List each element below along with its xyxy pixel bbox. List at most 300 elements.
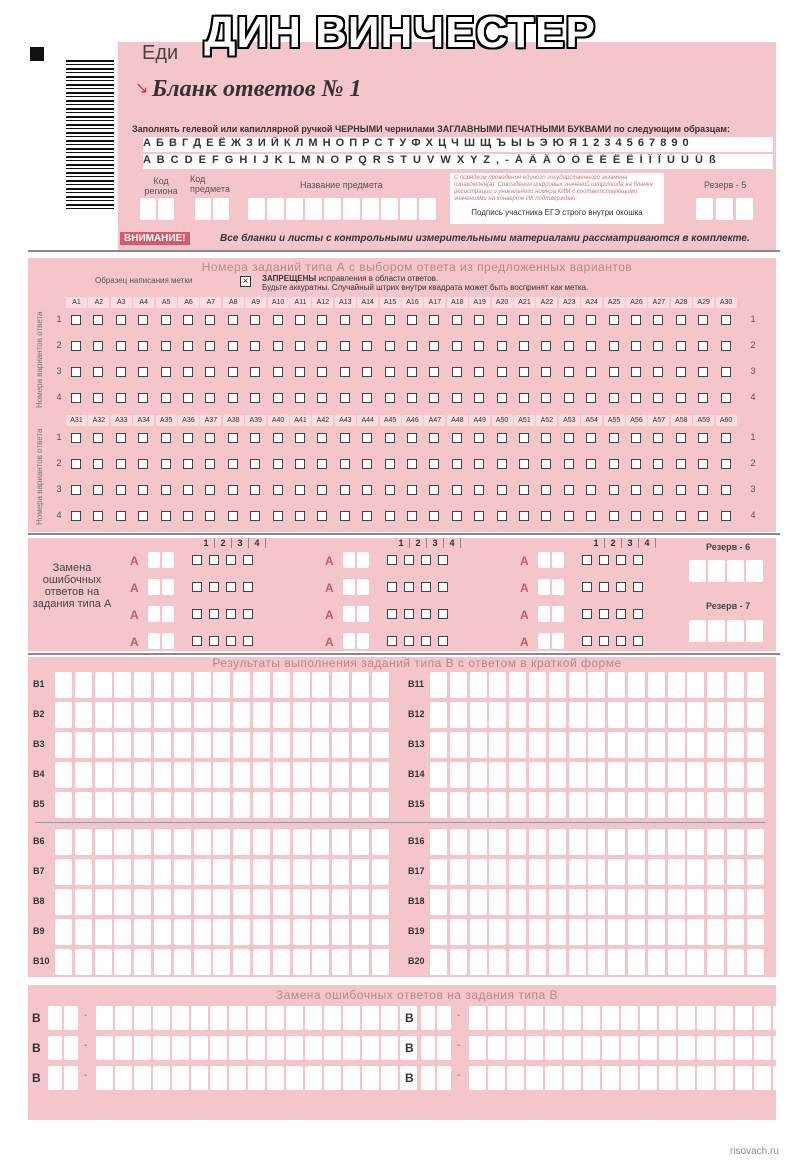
answer-checkbox[interactable] xyxy=(205,511,215,521)
replace-b-answer-cell[interactable] xyxy=(362,1006,379,1030)
subject-name-cell[interactable] xyxy=(324,198,341,220)
answer-checkbox[interactable] xyxy=(474,367,484,377)
reserve6-cell[interactable] xyxy=(689,560,706,582)
replace-b-answer-cell[interactable] xyxy=(115,1006,132,1030)
answer-checkbox[interactable] xyxy=(228,485,238,495)
task-number-cell[interactable] xyxy=(343,633,355,649)
answer-checkbox[interactable] xyxy=(407,315,417,325)
b-answer-cell[interactable] xyxy=(450,859,467,885)
b-answer-cell[interactable] xyxy=(747,732,764,758)
replace-checkbox[interactable] xyxy=(243,555,253,565)
b-answer-cell[interactable] xyxy=(273,732,290,758)
b-answer-cell[interactable] xyxy=(450,889,467,915)
b-answer-cell[interactable] xyxy=(293,949,310,975)
answer-checkbox[interactable] xyxy=(497,433,507,443)
b-answer-cell[interactable] xyxy=(628,672,645,698)
b-answer-cell[interactable] xyxy=(529,762,546,788)
b-answer-cell[interactable] xyxy=(332,672,349,698)
b-answer-cell[interactable] xyxy=(450,732,467,758)
answer-checkbox[interactable] xyxy=(474,393,484,403)
b-answer-cell[interactable] xyxy=(372,762,389,788)
b-answer-cell[interactable] xyxy=(608,702,625,728)
answer-checkbox[interactable] xyxy=(653,393,663,403)
answer-checkbox[interactable] xyxy=(698,511,708,521)
b-answer-cell[interactable] xyxy=(134,949,151,975)
answer-checkbox[interactable] xyxy=(429,485,439,495)
replace-b-answer-cell[interactable] xyxy=(362,1066,379,1090)
b-answer-cell[interactable] xyxy=(55,919,72,945)
b-answer-cell[interactable] xyxy=(55,889,72,915)
answer-checkbox[interactable] xyxy=(183,485,193,495)
replace-b-answer-cell[interactable] xyxy=(488,1006,505,1030)
replace-b-answer-cell[interactable] xyxy=(134,1066,151,1090)
b-answer-cell[interactable] xyxy=(588,672,605,698)
b-answer-cell[interactable] xyxy=(569,792,586,818)
answer-checkbox[interactable] xyxy=(676,315,686,325)
reserve6-cell[interactable] xyxy=(708,560,725,582)
b-answer-cell[interactable] xyxy=(154,672,171,698)
answer-checkbox[interactable] xyxy=(698,315,708,325)
b-answer-cell[interactable] xyxy=(529,702,546,728)
replace-b-answer-cell[interactable] xyxy=(488,1036,505,1060)
b-answer-cell[interactable] xyxy=(470,792,487,818)
b-answer-cell[interactable] xyxy=(293,919,310,945)
task-number-cell[interactable] xyxy=(162,633,174,649)
b-answer-cell[interactable] xyxy=(75,762,92,788)
answer-checkbox[interactable] xyxy=(161,485,171,495)
replace-b-answer-cell[interactable] xyxy=(210,1036,227,1060)
answer-checkbox[interactable] xyxy=(183,433,193,443)
answer-checkbox[interactable] xyxy=(71,433,81,443)
replace-b-answer-cell[interactable] xyxy=(697,1066,714,1090)
answer-checkbox[interactable] xyxy=(676,393,686,403)
answer-checkbox[interactable] xyxy=(676,433,686,443)
b-answer-cell[interactable] xyxy=(430,919,447,945)
answer-checkbox[interactable] xyxy=(541,315,551,325)
replace-b-answer-cell[interactable] xyxy=(469,1036,486,1060)
b-answer-cell[interactable] xyxy=(668,762,685,788)
b-answer-cell[interactable] xyxy=(273,792,290,818)
b-answer-cell[interactable] xyxy=(470,829,487,855)
replace-b-answer-cell[interactable] xyxy=(115,1066,132,1090)
b-answer-cell[interactable] xyxy=(352,702,369,728)
replace-checkbox[interactable] xyxy=(226,555,236,565)
answer-checkbox[interactable] xyxy=(93,485,103,495)
task-number-cell[interactable] xyxy=(552,579,564,595)
b-answer-cell[interactable] xyxy=(95,889,112,915)
replace-b-answer-cell[interactable] xyxy=(469,1006,486,1030)
answer-checkbox[interactable] xyxy=(183,315,193,325)
b-answer-cell[interactable] xyxy=(134,792,151,818)
b-answer-cell[interactable] xyxy=(489,829,506,855)
b-answer-cell[interactable] xyxy=(668,672,685,698)
answer-checkbox[interactable] xyxy=(340,459,350,469)
answer-checkbox[interactable] xyxy=(474,433,484,443)
answer-checkbox[interactable] xyxy=(721,459,731,469)
task-number-cell[interactable] xyxy=(148,606,160,622)
answer-checkbox[interactable] xyxy=(519,341,529,351)
answer-checkbox[interactable] xyxy=(541,367,551,377)
answer-checkbox[interactable] xyxy=(429,433,439,443)
b-answer-cell[interactable] xyxy=(332,949,349,975)
replace-b-answer-cell[interactable] xyxy=(305,1066,322,1090)
b-answer-cell[interactable] xyxy=(114,919,131,945)
replace-b-answer-cell[interactable] xyxy=(267,1066,284,1090)
answer-checkbox[interactable] xyxy=(317,459,327,469)
answer-checkbox[interactable] xyxy=(340,315,350,325)
task-number-cell[interactable] xyxy=(357,579,369,595)
replace-b-answer-cell[interactable] xyxy=(324,1036,341,1060)
replace-b-answer-cell[interactable] xyxy=(526,1066,543,1090)
answer-checkbox[interactable] xyxy=(631,367,641,377)
b-answer-cell[interactable] xyxy=(372,702,389,728)
b-answer-cell[interactable] xyxy=(372,889,389,915)
replace-b-answer-cell[interactable] xyxy=(697,1006,714,1030)
b-answer-cell[interactable] xyxy=(174,762,191,788)
b-answer-cell[interactable] xyxy=(608,889,625,915)
b-answer-cell[interactable] xyxy=(233,672,250,698)
b-answer-cell[interactable] xyxy=(273,762,290,788)
answer-checkbox[interactable] xyxy=(519,511,529,521)
answer-checkbox[interactable] xyxy=(116,315,126,325)
b-answer-cell[interactable] xyxy=(194,702,211,728)
answer-checkbox[interactable] xyxy=(116,485,126,495)
task-number-cell[interactable] xyxy=(162,579,174,595)
answer-checkbox[interactable] xyxy=(609,341,619,351)
answer-checkbox[interactable] xyxy=(273,393,283,403)
task-number-cell[interactable] xyxy=(538,552,550,568)
task-number-cell[interactable] xyxy=(538,633,550,649)
answer-checkbox[interactable] xyxy=(698,433,708,443)
answer-checkbox[interactable] xyxy=(609,315,619,325)
answer-checkbox[interactable] xyxy=(138,341,148,351)
replace-checkbox[interactable] xyxy=(438,609,448,619)
replace-b-answer-cell[interactable] xyxy=(583,1006,600,1030)
b-answer-cell[interactable] xyxy=(352,889,369,915)
replace-b-answer-cell[interactable] xyxy=(564,1066,581,1090)
replace-checkbox[interactable] xyxy=(582,582,592,592)
b-answer-cell[interactable] xyxy=(549,672,566,698)
b-answer-cell[interactable] xyxy=(569,702,586,728)
task-number-cell[interactable] xyxy=(357,606,369,622)
answer-checkbox[interactable] xyxy=(71,315,81,325)
answer-checkbox[interactable] xyxy=(205,341,215,351)
replace-b-answer-cell[interactable] xyxy=(305,1006,322,1030)
replace-b-answer-cell[interactable] xyxy=(210,1066,227,1090)
region-cell[interactable] xyxy=(158,198,174,220)
b-answer-cell[interactable] xyxy=(253,919,270,945)
answer-checkbox[interactable] xyxy=(205,315,215,325)
b-answer-cell[interactable] xyxy=(668,732,685,758)
replace-checkbox[interactable] xyxy=(421,555,431,565)
b-answer-cell[interactable] xyxy=(569,889,586,915)
answer-checkbox[interactable] xyxy=(564,459,574,469)
b-answer-cell[interactable] xyxy=(529,889,546,915)
b-answer-cell[interactable] xyxy=(509,919,526,945)
replace-checkbox[interactable] xyxy=(387,555,397,565)
b-answer-cell[interactable] xyxy=(332,829,349,855)
subject-name-cell[interactable] xyxy=(286,198,303,220)
b-answer-cell[interactable] xyxy=(450,792,467,818)
b-answer-cell[interactable] xyxy=(727,732,744,758)
replace-checkbox[interactable] xyxy=(616,636,626,646)
b-answer-cell[interactable] xyxy=(134,672,151,698)
replace-checkbox[interactable] xyxy=(243,609,253,619)
b-answer-cell[interactable] xyxy=(312,919,329,945)
b-answer-cell[interactable] xyxy=(707,762,724,788)
answer-checkbox[interactable] xyxy=(474,459,484,469)
replace-b-answer-cell[interactable] xyxy=(191,1066,208,1090)
replace-b-answer-cell[interactable] xyxy=(640,1036,657,1060)
replace-checkbox[interactable] xyxy=(226,609,236,619)
b-answer-cell[interactable] xyxy=(747,889,764,915)
answer-checkbox[interactable] xyxy=(161,433,171,443)
replace-b-answer-cell[interactable] xyxy=(191,1036,208,1060)
b-answer-cell[interactable] xyxy=(569,829,586,855)
replace-checkbox[interactable] xyxy=(633,636,643,646)
subject-name-cell[interactable] xyxy=(419,198,436,220)
answer-checkbox[interactable] xyxy=(541,393,551,403)
answer-checkbox[interactable] xyxy=(273,315,283,325)
b-answer-cell[interactable] xyxy=(372,672,389,698)
answer-checkbox[interactable] xyxy=(116,511,126,521)
b-answer-cell[interactable] xyxy=(608,949,625,975)
b-answer-cell[interactable] xyxy=(489,919,506,945)
replace-checkbox[interactable] xyxy=(633,609,643,619)
answer-checkbox[interactable] xyxy=(586,315,596,325)
b-answer-cell[interactable] xyxy=(648,792,665,818)
answer-checkbox[interactable] xyxy=(676,511,686,521)
answer-checkbox[interactable] xyxy=(631,433,641,443)
b-answer-cell[interactable] xyxy=(134,762,151,788)
b-answer-cell[interactable] xyxy=(352,792,369,818)
answer-checkbox[interactable] xyxy=(295,485,305,495)
replace-b-answer-cell[interactable] xyxy=(229,1006,246,1030)
replace-b-answer-cell[interactable] xyxy=(526,1006,543,1030)
b-answer-cell[interactable] xyxy=(687,829,704,855)
replace-checkbox[interactable] xyxy=(438,582,448,592)
b-answer-cell[interactable] xyxy=(588,949,605,975)
answer-checkbox[interactable] xyxy=(564,433,574,443)
answer-checkbox[interactable] xyxy=(273,367,283,377)
replace-checkbox[interactable] xyxy=(387,582,397,592)
answer-checkbox[interactable] xyxy=(564,315,574,325)
b-answer-cell[interactable] xyxy=(687,919,704,945)
b-answer-cell[interactable] xyxy=(114,672,131,698)
b-answer-cell[interactable] xyxy=(213,889,230,915)
b-answer-cell[interactable] xyxy=(332,859,349,885)
b-answer-cell[interactable] xyxy=(55,702,72,728)
b-answer-cell[interactable] xyxy=(509,949,526,975)
answer-checkbox[interactable] xyxy=(317,341,327,351)
b-answer-cell[interactable] xyxy=(114,762,131,788)
b-answer-cell[interactable] xyxy=(273,702,290,728)
b-answer-cell[interactable] xyxy=(727,889,744,915)
b-answer-cell[interactable] xyxy=(727,919,744,945)
b-answer-cell[interactable] xyxy=(253,672,270,698)
replace-b-answer-cell[interactable] xyxy=(248,1006,265,1030)
answer-checkbox[interactable] xyxy=(586,459,596,469)
b-answer-cell[interactable] xyxy=(707,702,724,728)
answer-checkbox[interactable] xyxy=(317,393,327,403)
answer-checkbox[interactable] xyxy=(407,367,417,377)
answer-checkbox[interactable] xyxy=(228,393,238,403)
answer-checkbox[interactable] xyxy=(317,367,327,377)
b-answer-cell[interactable] xyxy=(293,732,310,758)
answer-checkbox[interactable] xyxy=(721,367,731,377)
answer-checkbox[interactable] xyxy=(362,511,372,521)
replace-b-answer-cell[interactable] xyxy=(153,1006,170,1030)
answer-checkbox[interactable] xyxy=(452,511,462,521)
b-answer-cell[interactable] xyxy=(648,829,665,855)
b-answer-cell[interactable] xyxy=(332,702,349,728)
answer-checkbox[interactable] xyxy=(205,485,215,495)
b-answer-cell[interactable] xyxy=(489,762,506,788)
answer-checkbox[interactable] xyxy=(116,367,126,377)
answer-checkbox[interactable] xyxy=(541,341,551,351)
b-answer-cell[interactable] xyxy=(352,732,369,758)
answer-checkbox[interactable] xyxy=(138,433,148,443)
answer-checkbox[interactable] xyxy=(138,459,148,469)
b-answer-cell[interactable] xyxy=(549,859,566,885)
b-answer-cell[interactable] xyxy=(628,829,645,855)
reserve7-cell[interactable] xyxy=(727,620,744,642)
b-answer-cell[interactable] xyxy=(450,672,467,698)
b-answer-cell[interactable] xyxy=(372,792,389,818)
answer-checkbox[interactable] xyxy=(429,459,439,469)
replace-b-answer-cell[interactable] xyxy=(545,1036,562,1060)
answer-checkbox[interactable] xyxy=(183,459,193,469)
b-answer-cell[interactable] xyxy=(154,829,171,855)
answer-checkbox[interactable] xyxy=(228,315,238,325)
b-answer-cell[interactable] xyxy=(293,762,310,788)
answer-checkbox[interactable] xyxy=(564,341,574,351)
b-answer-cell[interactable] xyxy=(707,829,724,855)
b-answer-cell[interactable] xyxy=(529,859,546,885)
b-answer-cell[interactable] xyxy=(174,702,191,728)
b-answer-cell[interactable] xyxy=(253,702,270,728)
answer-checkbox[interactable] xyxy=(452,367,462,377)
answer-checkbox[interactable] xyxy=(407,341,417,351)
b-answer-cell[interactable] xyxy=(747,702,764,728)
b-answer-cell[interactable] xyxy=(55,792,72,818)
replace-b-answer-cell[interactable] xyxy=(267,1036,284,1060)
b-answer-cell[interactable] xyxy=(174,919,191,945)
b-answer-cell[interactable] xyxy=(569,859,586,885)
b-answer-cell[interactable] xyxy=(75,949,92,975)
answer-checkbox[interactable] xyxy=(698,367,708,377)
b-answer-cell[interactable] xyxy=(628,732,645,758)
b-answer-cell[interactable] xyxy=(727,702,744,728)
b-answer-cell[interactable] xyxy=(509,672,526,698)
answer-checkbox[interactable] xyxy=(93,433,103,443)
replace-b-number-cell[interactable] xyxy=(437,1066,451,1090)
b-answer-cell[interactable] xyxy=(489,732,506,758)
b-answer-cell[interactable] xyxy=(312,829,329,855)
answer-checkbox[interactable] xyxy=(407,459,417,469)
b-answer-cell[interactable] xyxy=(75,672,92,698)
b-answer-cell[interactable] xyxy=(628,889,645,915)
replace-b-number-cell[interactable] xyxy=(64,1006,78,1030)
answer-checkbox[interactable] xyxy=(676,341,686,351)
replace-checkbox[interactable] xyxy=(226,582,236,592)
replace-b-answer-cell[interactable] xyxy=(324,1006,341,1030)
answer-checkbox[interactable] xyxy=(183,511,193,521)
task-number-cell[interactable] xyxy=(162,552,174,568)
answer-checkbox[interactable] xyxy=(362,367,372,377)
b-answer-cell[interactable] xyxy=(430,672,447,698)
b-answer-cell[interactable] xyxy=(114,732,131,758)
b-answer-cell[interactable] xyxy=(648,672,665,698)
b-answer-cell[interactable] xyxy=(529,792,546,818)
b-answer-cell[interactable] xyxy=(233,732,250,758)
b-answer-cell[interactable] xyxy=(95,859,112,885)
b-answer-cell[interactable] xyxy=(707,889,724,915)
answer-checkbox[interactable] xyxy=(429,511,439,521)
b-answer-cell[interactable] xyxy=(372,829,389,855)
b-answer-cell[interactable] xyxy=(569,672,586,698)
answer-checkbox[interactable] xyxy=(385,459,395,469)
b-answer-cell[interactable] xyxy=(95,792,112,818)
b-answer-cell[interactable] xyxy=(154,859,171,885)
answer-checkbox[interactable] xyxy=(429,315,439,325)
answer-checkbox[interactable] xyxy=(273,459,283,469)
b-answer-cell[interactable] xyxy=(727,859,744,885)
answer-checkbox[interactable] xyxy=(541,459,551,469)
answer-checkbox[interactable] xyxy=(609,367,619,377)
task-number-cell[interactable] xyxy=(357,633,369,649)
answer-checkbox[interactable] xyxy=(116,341,126,351)
b-answer-cell[interactable] xyxy=(549,949,566,975)
reserve7-cell[interactable] xyxy=(689,620,706,642)
task-number-cell[interactable] xyxy=(343,606,355,622)
replace-b-answer-cell[interactable] xyxy=(172,1006,189,1030)
b-answer-cell[interactable] xyxy=(312,702,329,728)
replace-b-answer-cell[interactable] xyxy=(248,1066,265,1090)
b-answer-cell[interactable] xyxy=(332,732,349,758)
answer-checkbox[interactable] xyxy=(385,485,395,495)
answer-checkbox[interactable] xyxy=(116,459,126,469)
answer-checkbox[interactable] xyxy=(317,511,327,521)
b-answer-cell[interactable] xyxy=(668,859,685,885)
signature-box[interactable] xyxy=(450,173,664,224)
answer-checkbox[interactable] xyxy=(228,459,238,469)
replace-b-answer-cell[interactable] xyxy=(716,1006,733,1030)
b-answer-cell[interactable] xyxy=(332,792,349,818)
b-answer-cell[interactable] xyxy=(332,919,349,945)
b-answer-cell[interactable] xyxy=(747,672,764,698)
answer-checkbox[interactable] xyxy=(362,393,372,403)
b-answer-cell[interactable] xyxy=(628,919,645,945)
replace-b-answer-cell[interactable] xyxy=(362,1036,379,1060)
b-answer-cell[interactable] xyxy=(312,762,329,788)
b-answer-cell[interactable] xyxy=(352,762,369,788)
b-answer-cell[interactable] xyxy=(55,949,72,975)
answer-checkbox[interactable] xyxy=(519,459,529,469)
replace-b-number-cell[interactable] xyxy=(437,1006,451,1030)
replace-checkbox[interactable] xyxy=(599,555,609,565)
replace-b-answer-cell[interactable] xyxy=(210,1006,227,1030)
b-answer-cell[interactable] xyxy=(648,919,665,945)
b-answer-cell[interactable] xyxy=(75,889,92,915)
b-answer-cell[interactable] xyxy=(55,859,72,885)
b-answer-cell[interactable] xyxy=(707,949,724,975)
b-answer-cell[interactable] xyxy=(509,829,526,855)
answer-checkbox[interactable] xyxy=(429,341,439,351)
b-answer-cell[interactable] xyxy=(569,732,586,758)
answer-checkbox[interactable] xyxy=(161,341,171,351)
b-answer-cell[interactable] xyxy=(509,702,526,728)
